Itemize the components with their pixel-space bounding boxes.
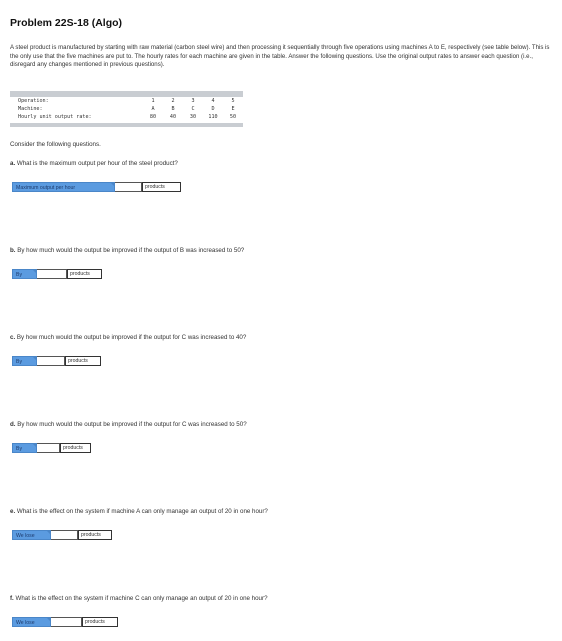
unit-label: products <box>142 182 181 192</box>
answer-label-text: We lose <box>16 533 35 539</box>
answer-input-a[interactable] <box>115 182 142 192</box>
question-e <box>10 508 268 515</box>
cell: 50 <box>229 114 237 120</box>
cell: A <box>151 106 155 112</box>
question-letter: a. <box>10 160 16 167</box>
table-row-output-rate <box>10 113 243 121</box>
question-f <box>10 595 268 602</box>
answer-row-b <box>12 269 102 279</box>
unit-label: products <box>82 617 118 627</box>
answer-label-text: By <box>16 446 23 452</box>
cell: 30 <box>189 114 197 120</box>
answer-input-b[interactable] <box>37 269 67 279</box>
answer-label <box>12 530 51 540</box>
answer-label-text: We lose <box>16 620 35 626</box>
answer-label-text: By <box>16 359 23 365</box>
row-label: Hourly unit output rate: <box>18 114 92 120</box>
answer-input-c[interactable] <box>37 356 65 366</box>
answer-input-e[interactable] <box>51 530 78 540</box>
question-text: What is the effect on the system if machine A can only manage an output of 20 in one hour? <box>15 508 268 515</box>
answer-label-text: By <box>16 272 23 278</box>
cell: 4 <box>211 98 215 104</box>
table-row-machine <box>10 105 243 113</box>
table-bottom-bar <box>10 123 243 127</box>
answer-input-f[interactable] <box>51 617 82 627</box>
question-letter: b. <box>10 247 16 254</box>
answer-row-f <box>12 617 118 627</box>
cell: 5 <box>231 98 235 104</box>
problem-intro: A steel product is manufactured by starting with raw material (carbon steel wire) and then processing it sequentially through five operations using machines A to E, respectively (see table below). This is the only use that the five machines are put to. The hourly rates for each machine are given in the table. Answer the following questions. Use the original output rates to answer each question (i.e., disregard any changes mentioned in previous questions). <box>10 44 550 69</box>
row-label: Operation: <box>18 98 49 104</box>
question-text: By how much would the output be improved if the output for C was increased to 40? <box>15 334 247 341</box>
question-c <box>10 334 246 341</box>
cell: 3 <box>191 98 195 104</box>
question-a <box>10 160 178 167</box>
answer-label <box>12 269 37 279</box>
cell: D <box>211 106 215 112</box>
answer-label <box>12 443 37 453</box>
cell: C <box>191 106 195 112</box>
question-text: By how much would the output be improved if the output for C was increased to 50? <box>15 421 247 428</box>
problem-title: Problem 22S-18 (Algo) <box>10 17 123 29</box>
answer-label <box>12 182 115 192</box>
unit-label: products <box>78 530 112 540</box>
question-text: What is the effect on the system if machine C can only manage an output of 20 in one hour? <box>13 595 268 602</box>
answer-label-text: Maximum output per hour <box>16 185 76 191</box>
question-letter: c. <box>10 334 16 341</box>
question-text: What is the maximum output per hour of the steel product? <box>15 160 178 167</box>
unit-label: products <box>67 269 102 279</box>
question-b <box>10 247 244 254</box>
cell: 80 <box>149 114 157 120</box>
cell: B <box>171 106 175 112</box>
answer-label <box>12 356 37 366</box>
answer-row-c <box>12 356 101 366</box>
unit-label: products <box>60 443 91 453</box>
answer-input-d[interactable] <box>37 443 60 453</box>
answer-row-a <box>12 182 181 192</box>
cell: 40 <box>169 114 177 120</box>
question-text: By how much would the output be improved if the output of B was increased to 50? <box>15 247 245 254</box>
cell: 1 <box>151 98 155 104</box>
row-label: Machine: <box>18 106 43 112</box>
operations-table <box>10 91 243 127</box>
table-row-operation <box>10 97 243 105</box>
cell: E <box>231 106 235 112</box>
consider-text: Consider the following questions. <box>10 141 101 148</box>
question-letter: d. <box>10 421 16 428</box>
unit-label: products <box>65 356 101 366</box>
answer-row-e <box>12 530 112 540</box>
question-letter: e. <box>10 508 16 515</box>
question-d <box>10 421 247 428</box>
cell: 2 <box>171 98 175 104</box>
cell: 110 <box>208 114 218 120</box>
answer-label <box>12 617 51 627</box>
question-letter: f. <box>10 595 14 602</box>
answer-row-d <box>12 443 91 453</box>
